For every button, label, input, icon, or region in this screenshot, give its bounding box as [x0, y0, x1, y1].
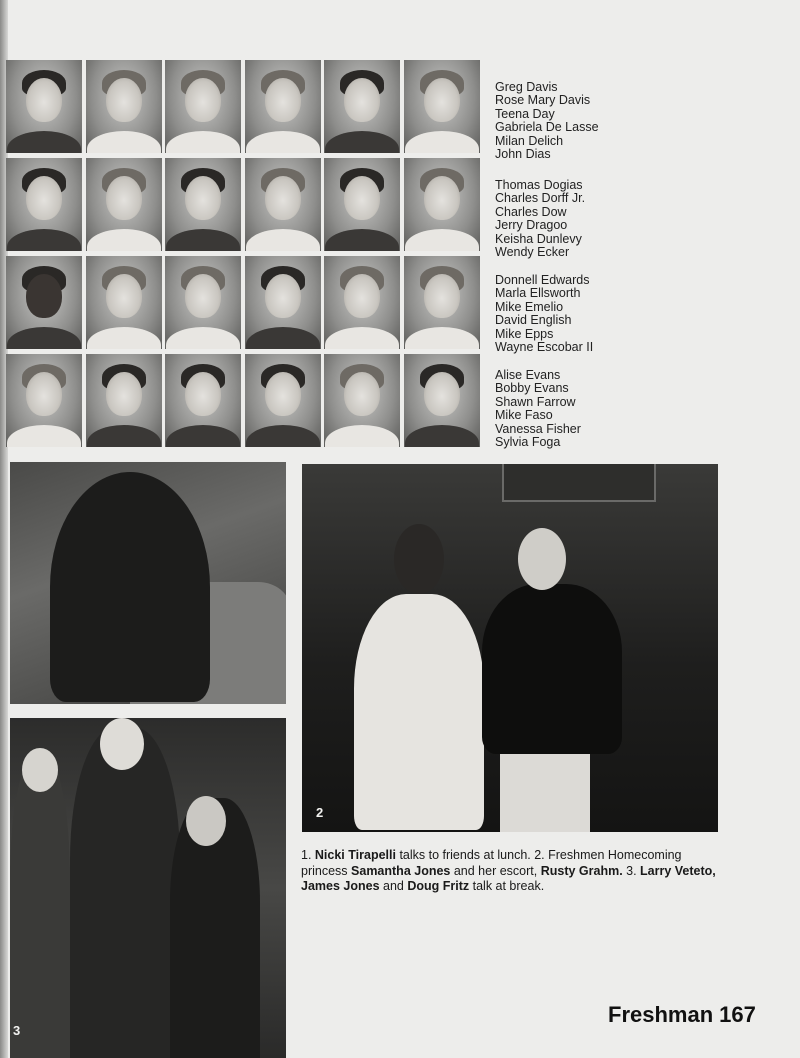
portrait-photo: [404, 354, 480, 447]
caption-text: 1.: [301, 848, 315, 862]
portrait-photo: [6, 256, 82, 349]
page-folio: [608, 1002, 778, 1028]
name-list-row-2: [495, 179, 675, 259]
caption-text: 3.: [622, 863, 641, 878]
student-name: Keisha Dunlevy: [495, 231, 582, 246]
student-name: Greg Davis: [495, 80, 558, 94]
caption-text: and her escort,: [450, 863, 541, 878]
student-name: Shawn Farrow: [495, 394, 576, 409]
photo-caption: [301, 848, 721, 895]
portrait-photo: [245, 354, 321, 447]
student-name: Charles Dow: [495, 204, 567, 219]
portrait-photo: [6, 60, 82, 153]
caption-text: talk at break.: [469, 879, 545, 894]
student-name: Mike Emelio: [495, 299, 564, 314]
student-name: Teena Day: [495, 106, 555, 121]
portrait-photo: [86, 354, 162, 447]
portrait-photo: [165, 60, 241, 153]
candid-photo-2: [302, 464, 718, 832]
portrait-photo: [324, 354, 400, 447]
student-name: Donnell Edwards: [495, 273, 590, 287]
student-name: Vanessa Fisher: [495, 421, 581, 436]
page-number: 167: [719, 1002, 756, 1027]
portrait-photo: [245, 60, 321, 153]
portrait-photo: [324, 158, 400, 251]
student-name: Marla Ellsworth: [495, 286, 581, 301]
portrait-photo: [245, 256, 321, 349]
portrait-photo: [404, 60, 480, 153]
student-name: Sylvia Foga: [495, 435, 561, 450]
caption-name: Doug Fritz: [407, 879, 470, 894]
portrait-photo: [404, 158, 480, 251]
student-name: Rose Mary Davis: [495, 93, 591, 108]
student-name: Mike Epps: [495, 326, 554, 341]
portrait-photo: [324, 256, 400, 349]
name-list-row-3: [495, 274, 675, 354]
portrait-photo: [86, 256, 162, 349]
portrait-photo: [404, 256, 480, 349]
caption-name: Larry Veteto, James Jones: [301, 863, 716, 894]
student-name: Milan Delich: [495, 133, 564, 148]
section-title: Freshman: [608, 1002, 714, 1027]
portrait-photo: [165, 256, 241, 349]
student-name: Wayne Escobar II: [495, 340, 594, 355]
name-list-row-1: [495, 81, 675, 161]
caption-name: Samantha Jones: [351, 863, 451, 878]
candid-photo-1: [10, 462, 286, 704]
student-name: Charles Dorff Jr.: [495, 191, 586, 206]
caption-name: Rusty Grahm.: [540, 863, 623, 878]
student-name: Mike Faso: [495, 408, 553, 423]
portrait-photo: [245, 158, 321, 251]
photo-number: 3: [13, 1023, 21, 1038]
portrait-grid: [6, 60, 480, 447]
caption-name: Nicki Tirapelli: [314, 848, 396, 862]
scoreboard: [502, 464, 656, 502]
student-name: John Dias: [495, 147, 551, 162]
student-name: Wendy Ecker: [495, 245, 570, 260]
student-name: Thomas Dogias: [495, 178, 583, 192]
caption-text: and: [379, 879, 408, 894]
name-list-row-4: [495, 369, 675, 449]
portrait-photo: [6, 158, 82, 251]
portrait-photo: [324, 60, 400, 153]
portrait-photo: [6, 354, 82, 447]
student-name: Gabriela De Lasse: [495, 120, 599, 135]
student-name: Jerry Dragoo: [495, 218, 568, 233]
portrait-photo: [165, 354, 241, 447]
student-name: Alise Evans: [495, 368, 561, 382]
portrait-photo: [165, 158, 241, 251]
caption-text: talks to friends at lunch. 2. Freshmen Homecoming princess: [301, 848, 682, 878]
photo-number: 2: [316, 805, 324, 820]
portrait-photo: [86, 60, 162, 153]
student-name: David English: [495, 313, 572, 328]
portrait-photo: [86, 158, 162, 251]
candid-photo-3: [10, 718, 286, 1058]
student-name: Bobby Evans: [495, 381, 569, 396]
